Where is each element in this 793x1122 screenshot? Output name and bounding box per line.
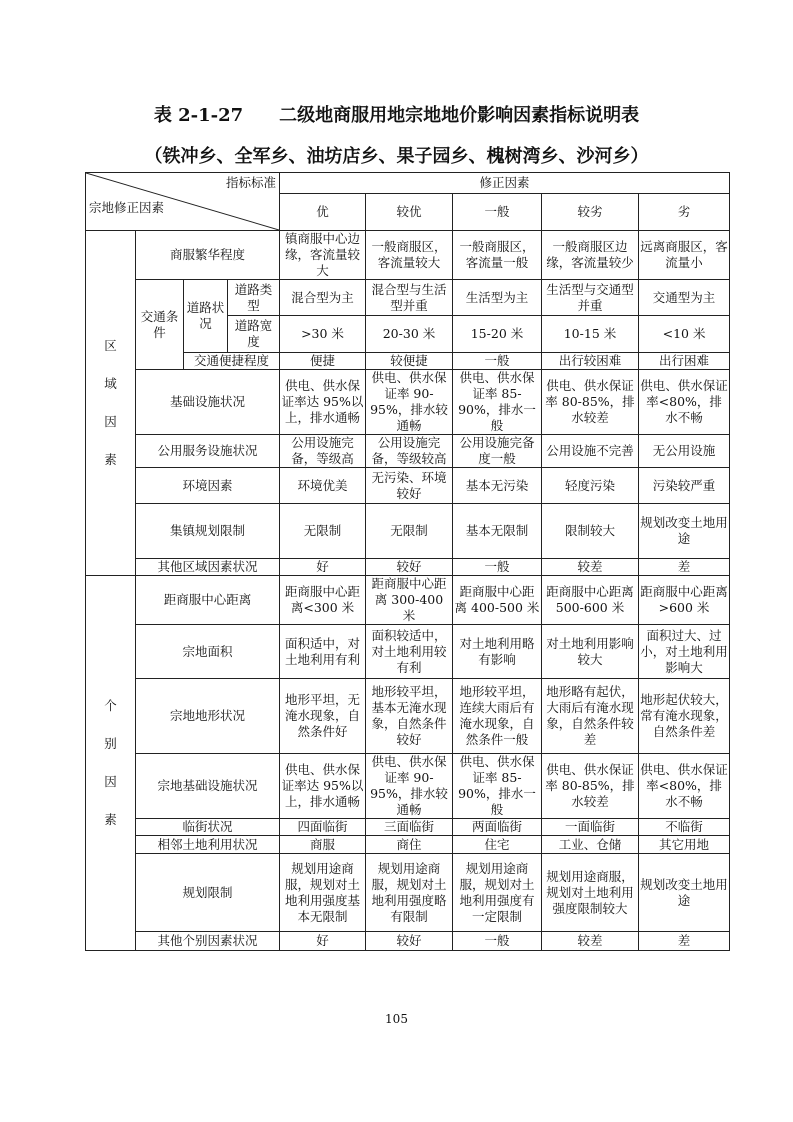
- value-cell: 对土地利用影响较大: [542, 625, 639, 679]
- value-cell: 工业、仓储: [542, 836, 639, 854]
- sub-factor-label: 道路宽度: [228, 316, 280, 353]
- table-row: [86, 468, 730, 504]
- value-cell: 供电、供水保证率 80-85%，排水较差: [542, 370, 639, 435]
- value-cell: 面积较适中，对土地利用较有利: [366, 625, 453, 679]
- value-cell: 公用设施不完善: [542, 435, 639, 468]
- value-cell: 四面临街: [280, 819, 366, 836]
- factor-label: 规划限制: [136, 854, 280, 932]
- value-cell: 一般商服区边缘，客流量较少: [542, 231, 639, 280]
- value-cell: 较差: [542, 932, 639, 951]
- value-cell: 混合型为主: [280, 280, 366, 316]
- factor-label: 临街状况: [136, 819, 280, 836]
- corner-top-label: 指标标准: [225, 175, 276, 190]
- group-header: 修正因素: [280, 173, 730, 194]
- value-cell: 其它用地: [639, 836, 730, 854]
- value-cell: 一般: [453, 559, 542, 576]
- level-header: 劣: [639, 194, 730, 231]
- factor-label: 宗地基础设施状况: [136, 754, 280, 819]
- value-cell: 地形略有起伏，大雨后有淹水现象，自然条件较差: [542, 679, 639, 754]
- value-cell: 供电、供水保证率达 95%以上，排水通畅: [280, 370, 366, 435]
- value-cell: 较差: [542, 559, 639, 576]
- table-row: [86, 819, 730, 836]
- sub-factor-label: 道路状况: [184, 280, 228, 353]
- level-header: 优: [280, 194, 366, 231]
- value-cell: >30 米: [280, 316, 366, 353]
- value-cell: 地形平坦，无淹水现象，自然条件好: [280, 679, 366, 754]
- value-cell: 一般商服区，客流量一般: [453, 231, 542, 280]
- factor-label: 集镇规划限制: [136, 504, 280, 559]
- value-cell: 较便捷: [366, 353, 453, 370]
- value-cell: 对土地利用略有影响: [453, 625, 542, 679]
- value-cell: 无公用设施: [639, 435, 730, 468]
- value-cell: 公用设施完备度一般: [453, 435, 542, 468]
- value-cell: 距商服中心距离 300-400 米: [366, 576, 453, 625]
- value-cell: 供电、供水保证率 90-95%，排水较通畅: [366, 754, 453, 819]
- value-cell: 规划改变土地用途: [639, 504, 730, 559]
- value-cell: <10 米: [639, 316, 730, 353]
- value-cell: 生活型为主: [453, 280, 542, 316]
- value-cell: 基本无限制: [453, 504, 542, 559]
- value-cell: 好: [280, 932, 366, 951]
- value-cell: 面积适中，对土地利用有利: [280, 625, 366, 679]
- value-cell: 15-20 米: [453, 316, 542, 353]
- value-cell: 20-30 米: [366, 316, 453, 353]
- factor-label: 基础设施状况: [136, 370, 280, 435]
- table-row: [86, 280, 730, 316]
- value-cell: 规划用途商服，规划对土地利用强度限制较大: [542, 854, 639, 932]
- value-cell: 差: [639, 559, 730, 576]
- value-cell: 地形较平坦，连续大雨后有淹水现象，自然条件一般: [453, 679, 542, 754]
- value-cell: 一般: [453, 353, 542, 370]
- group-label-cell: 区 域 因 素: [86, 231, 136, 576]
- value-cell: 距商服中心距离>600 米: [639, 576, 730, 625]
- table-subtitle: （铁冲乡、全军乡、油坊店乡、果子园乡、槐树湾乡、沙河乡）: [144, 146, 649, 167]
- value-cell: 商服: [280, 836, 366, 854]
- page-number: 105: [385, 1012, 408, 1026]
- value-cell: 出行较困难: [542, 353, 639, 370]
- table-row: [86, 231, 730, 280]
- value-cell: 公用设施完备，等级高: [280, 435, 366, 468]
- value-cell: 差: [639, 932, 730, 951]
- table-row: [86, 854, 730, 932]
- factor-label: 公用服务设施状况: [136, 435, 280, 468]
- value-cell: 一般: [453, 932, 542, 951]
- header-row: [86, 173, 730, 194]
- value-cell: 规划用途商服，规划对土地利用强度基本无限制: [280, 854, 366, 932]
- value-cell: 供电、供水保证率 80-85%，排水较差: [542, 754, 639, 819]
- value-cell: 供电、供水保证率达 95%以上，排水通畅: [280, 754, 366, 819]
- table-row: [86, 370, 730, 435]
- value-cell: 距商服中心距离<300 米: [280, 576, 366, 625]
- value-cell: 供电、供水保证率<80%，排水不畅: [639, 754, 730, 819]
- factor-label: 宗地地形状况: [136, 679, 280, 754]
- value-cell: 交通型为主: [639, 280, 730, 316]
- value-cell: 规划用途商服，规划对土地利用强度略有限制: [366, 854, 453, 932]
- value-cell: 限制较大: [542, 504, 639, 559]
- factor-label: 其他区域因素状况: [136, 559, 280, 576]
- level-header: 一般: [453, 194, 542, 231]
- value-cell: 无限制: [280, 504, 366, 559]
- factor-table: [85, 172, 730, 951]
- table-row: [86, 679, 730, 754]
- value-cell: 地形较平坦，基本无淹水现象，自然条件较好: [366, 679, 453, 754]
- table-row: [86, 576, 730, 625]
- value-cell: 供电、供水保证率 90-95%，排水较通畅: [366, 370, 453, 435]
- value-cell: 无污染、环境较好: [366, 468, 453, 504]
- value-cell: 规划改变土地用途: [639, 854, 730, 932]
- table-row: [86, 504, 730, 559]
- value-cell: 环境优美: [280, 468, 366, 504]
- table-row: [86, 836, 730, 854]
- value-cell: 生活型与交通型并重: [542, 280, 639, 316]
- corner-bottom-label: 宗地修正因素: [89, 200, 165, 215]
- factor-label: 环境因素: [136, 468, 280, 504]
- value-cell: 公用设施完备，等级较高: [366, 435, 453, 468]
- table-row: [86, 435, 730, 468]
- value-cell: 距商服中心距离 400-500 米: [453, 576, 542, 625]
- value-cell: 面积过大、过小，对土地利用影响大: [639, 625, 730, 679]
- value-cell: 一面临街: [542, 819, 639, 836]
- value-cell: 混合型与生活型并重: [366, 280, 453, 316]
- value-cell: 两面临街: [453, 819, 542, 836]
- level-header: 较劣: [542, 194, 639, 231]
- value-cell: 远离商服区，客流量小: [639, 231, 730, 280]
- sub-factor-label: 交通便捷程度: [184, 353, 280, 370]
- value-cell: 较好: [366, 559, 453, 576]
- value-cell: 较好: [366, 932, 453, 951]
- table-row: [86, 754, 730, 819]
- value-cell: 不临街: [639, 819, 730, 836]
- value-cell: 三面临街: [366, 819, 453, 836]
- value-cell: 轻度污染: [542, 468, 639, 504]
- value-cell: 商住: [366, 836, 453, 854]
- value-cell: 供电、供水保证率<80%，排水不畅: [639, 370, 730, 435]
- value-cell: 供电、供水保证率 85-90%，排水一般: [453, 754, 542, 819]
- diagonal-header-cell: [86, 173, 280, 231]
- table-row: [86, 559, 730, 576]
- value-cell: 污染较严重: [639, 468, 730, 504]
- table-title: 表 2-1-27 二级地商服用地宗地地价影响因素指标说明表: [153, 105, 640, 126]
- factor-label: 交通条件: [136, 280, 184, 370]
- value-cell: 10-15 米: [542, 316, 639, 353]
- group-label-cell: 个 别 因 素: [86, 576, 136, 951]
- value-cell: 便捷: [280, 353, 366, 370]
- table-row: [86, 625, 730, 679]
- value-cell: 地形起伏较大，常有淹水现象，自然条件差: [639, 679, 730, 754]
- table-row: [86, 932, 730, 951]
- value-cell: 规划用途商服，规划对土地利用强度有一定限制: [453, 854, 542, 932]
- factor-label: 相邻土地利用状况: [136, 836, 280, 854]
- value-cell: 基本无污染: [453, 468, 542, 504]
- value-cell: 镇商服中心边缘，客流量较大: [280, 231, 366, 280]
- value-cell: 出行困难: [639, 353, 730, 370]
- value-cell: 住宅: [453, 836, 542, 854]
- value-cell: 好: [280, 559, 366, 576]
- factor-label: 其他个别因素状况: [136, 932, 280, 951]
- value-cell: 一般商服区，客流量较大: [366, 231, 453, 280]
- factor-label: 宗地面积: [136, 625, 280, 679]
- value-cell: 距商服中心距离 500-600 米: [542, 576, 639, 625]
- sub-factor-label: 道路类型: [228, 280, 280, 316]
- value-cell: 无限制: [366, 504, 453, 559]
- level-header: 较优: [366, 194, 453, 231]
- value-cell: 供电、供水保证率 85-90%，排水一般: [453, 370, 542, 435]
- factor-label: 商服繁华程度: [136, 231, 280, 280]
- factor-label: 距商服中心距离: [136, 576, 280, 625]
